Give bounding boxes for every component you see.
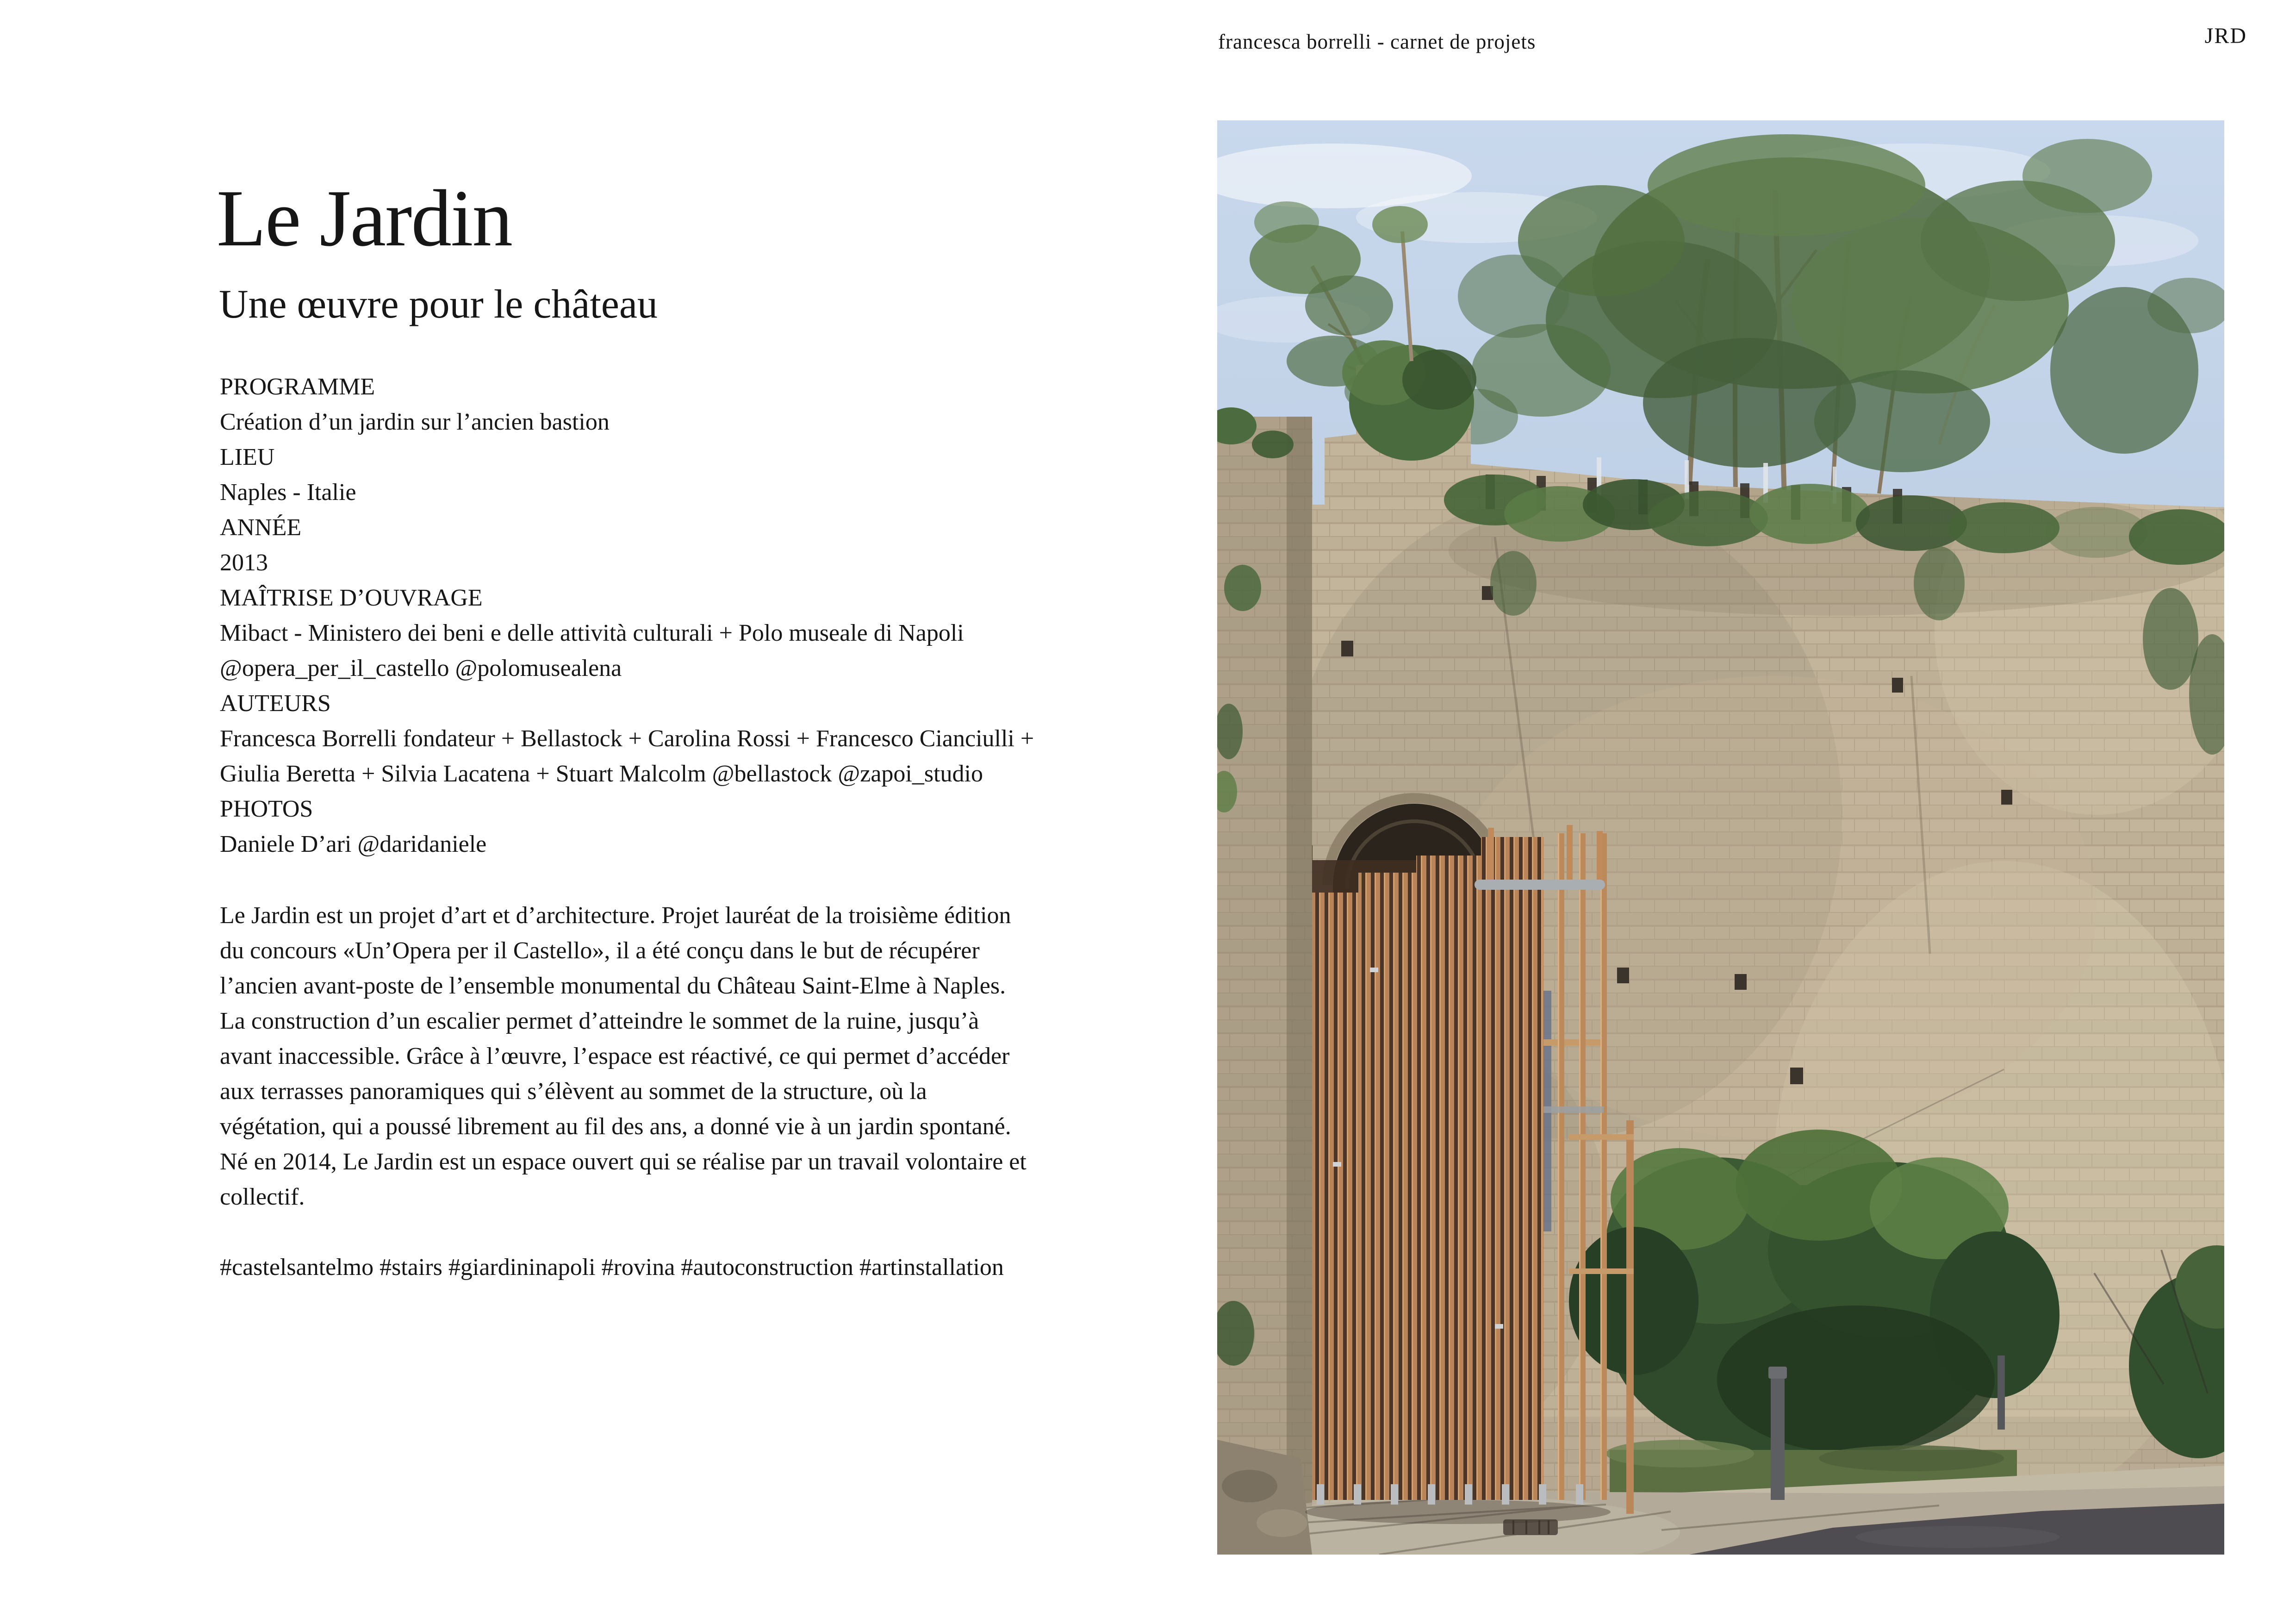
castle-wall-photo-illustration (1217, 120, 2224, 1555)
page-title: Le Jardin (217, 173, 512, 263)
project-photo (1217, 120, 2224, 1555)
project-details (220, 369, 1034, 862)
header-running-title: francesca borrelli - carnet de projets (1218, 30, 1536, 53)
detail-label-annee: ANNÉE (220, 514, 302, 541)
page-subtitle: Une œuvre pour le château (219, 282, 658, 327)
project-description: Le Jardin est un projet d’art et d’architecture. Projet lauréat de la troisième édition du concours «Un’Opera per il Castello», il a été conçu dans le but de récupérer l’ancien avant-poste de l’ensemble monumental du Château Saint-Elme à Naples. La construction d’un escalier permet d’atteindre le sommet de la ruine, jusqu’à avant inaccessible. Grâce à l’œuvre, l’espace est réactivé, ce qui permet d’accéder aux terrasses panoramiques qui s’élèvent au sommet de la structure, où la végétation, qui a poussé librement au fil des ans, a donné vie à un jardin spontané. Né en 2014, Le Jardin est un espace ouvert qui se réalise par un travail volontaire et collectif. (220, 902, 1027, 1210)
detail-label-auteurs: AUTEURS (220, 690, 331, 717)
detail-value-maitrise-douvrage: Mibact - Ministero dei beni e delle attività culturali + Polo museale di Napoli @opera_per_il_castello @polomusealena (220, 620, 964, 681)
detail-label-maitrise-douvrage: MAÎTRISE D’OUVRAGE (220, 585, 483, 611)
detail-value-photos: Daniele D’ari @daridaniele (220, 831, 487, 857)
detail-value-programme: Création d’un jardin sur l’ancien bastion (220, 409, 610, 435)
detail-value-lieu: Naples - Italie (220, 479, 356, 506)
detail-value-auteurs: Francesca Borrelli fondateur + Bellastock + Carolina Rossi + Francesco Cianciulli + Giulia Beretta + Silvia Lacatena + Stuart Malcolm @bellastock @zapoi_studio (220, 725, 1034, 787)
detail-value-annee: 2013 (220, 550, 268, 576)
detail-label-programme: PROGRAMME (220, 374, 375, 400)
project-hashtags: #castelsantelmo #stairs #giardininapoli #rovina #autoconstruction #artinstallation (220, 1254, 1004, 1280)
detail-label-photos: PHOTOS (220, 796, 313, 822)
project-text-flow (220, 369, 1034, 1285)
header-monogram: JRD (2204, 24, 2247, 48)
detail-label-lieu: LIEU (220, 444, 275, 470)
